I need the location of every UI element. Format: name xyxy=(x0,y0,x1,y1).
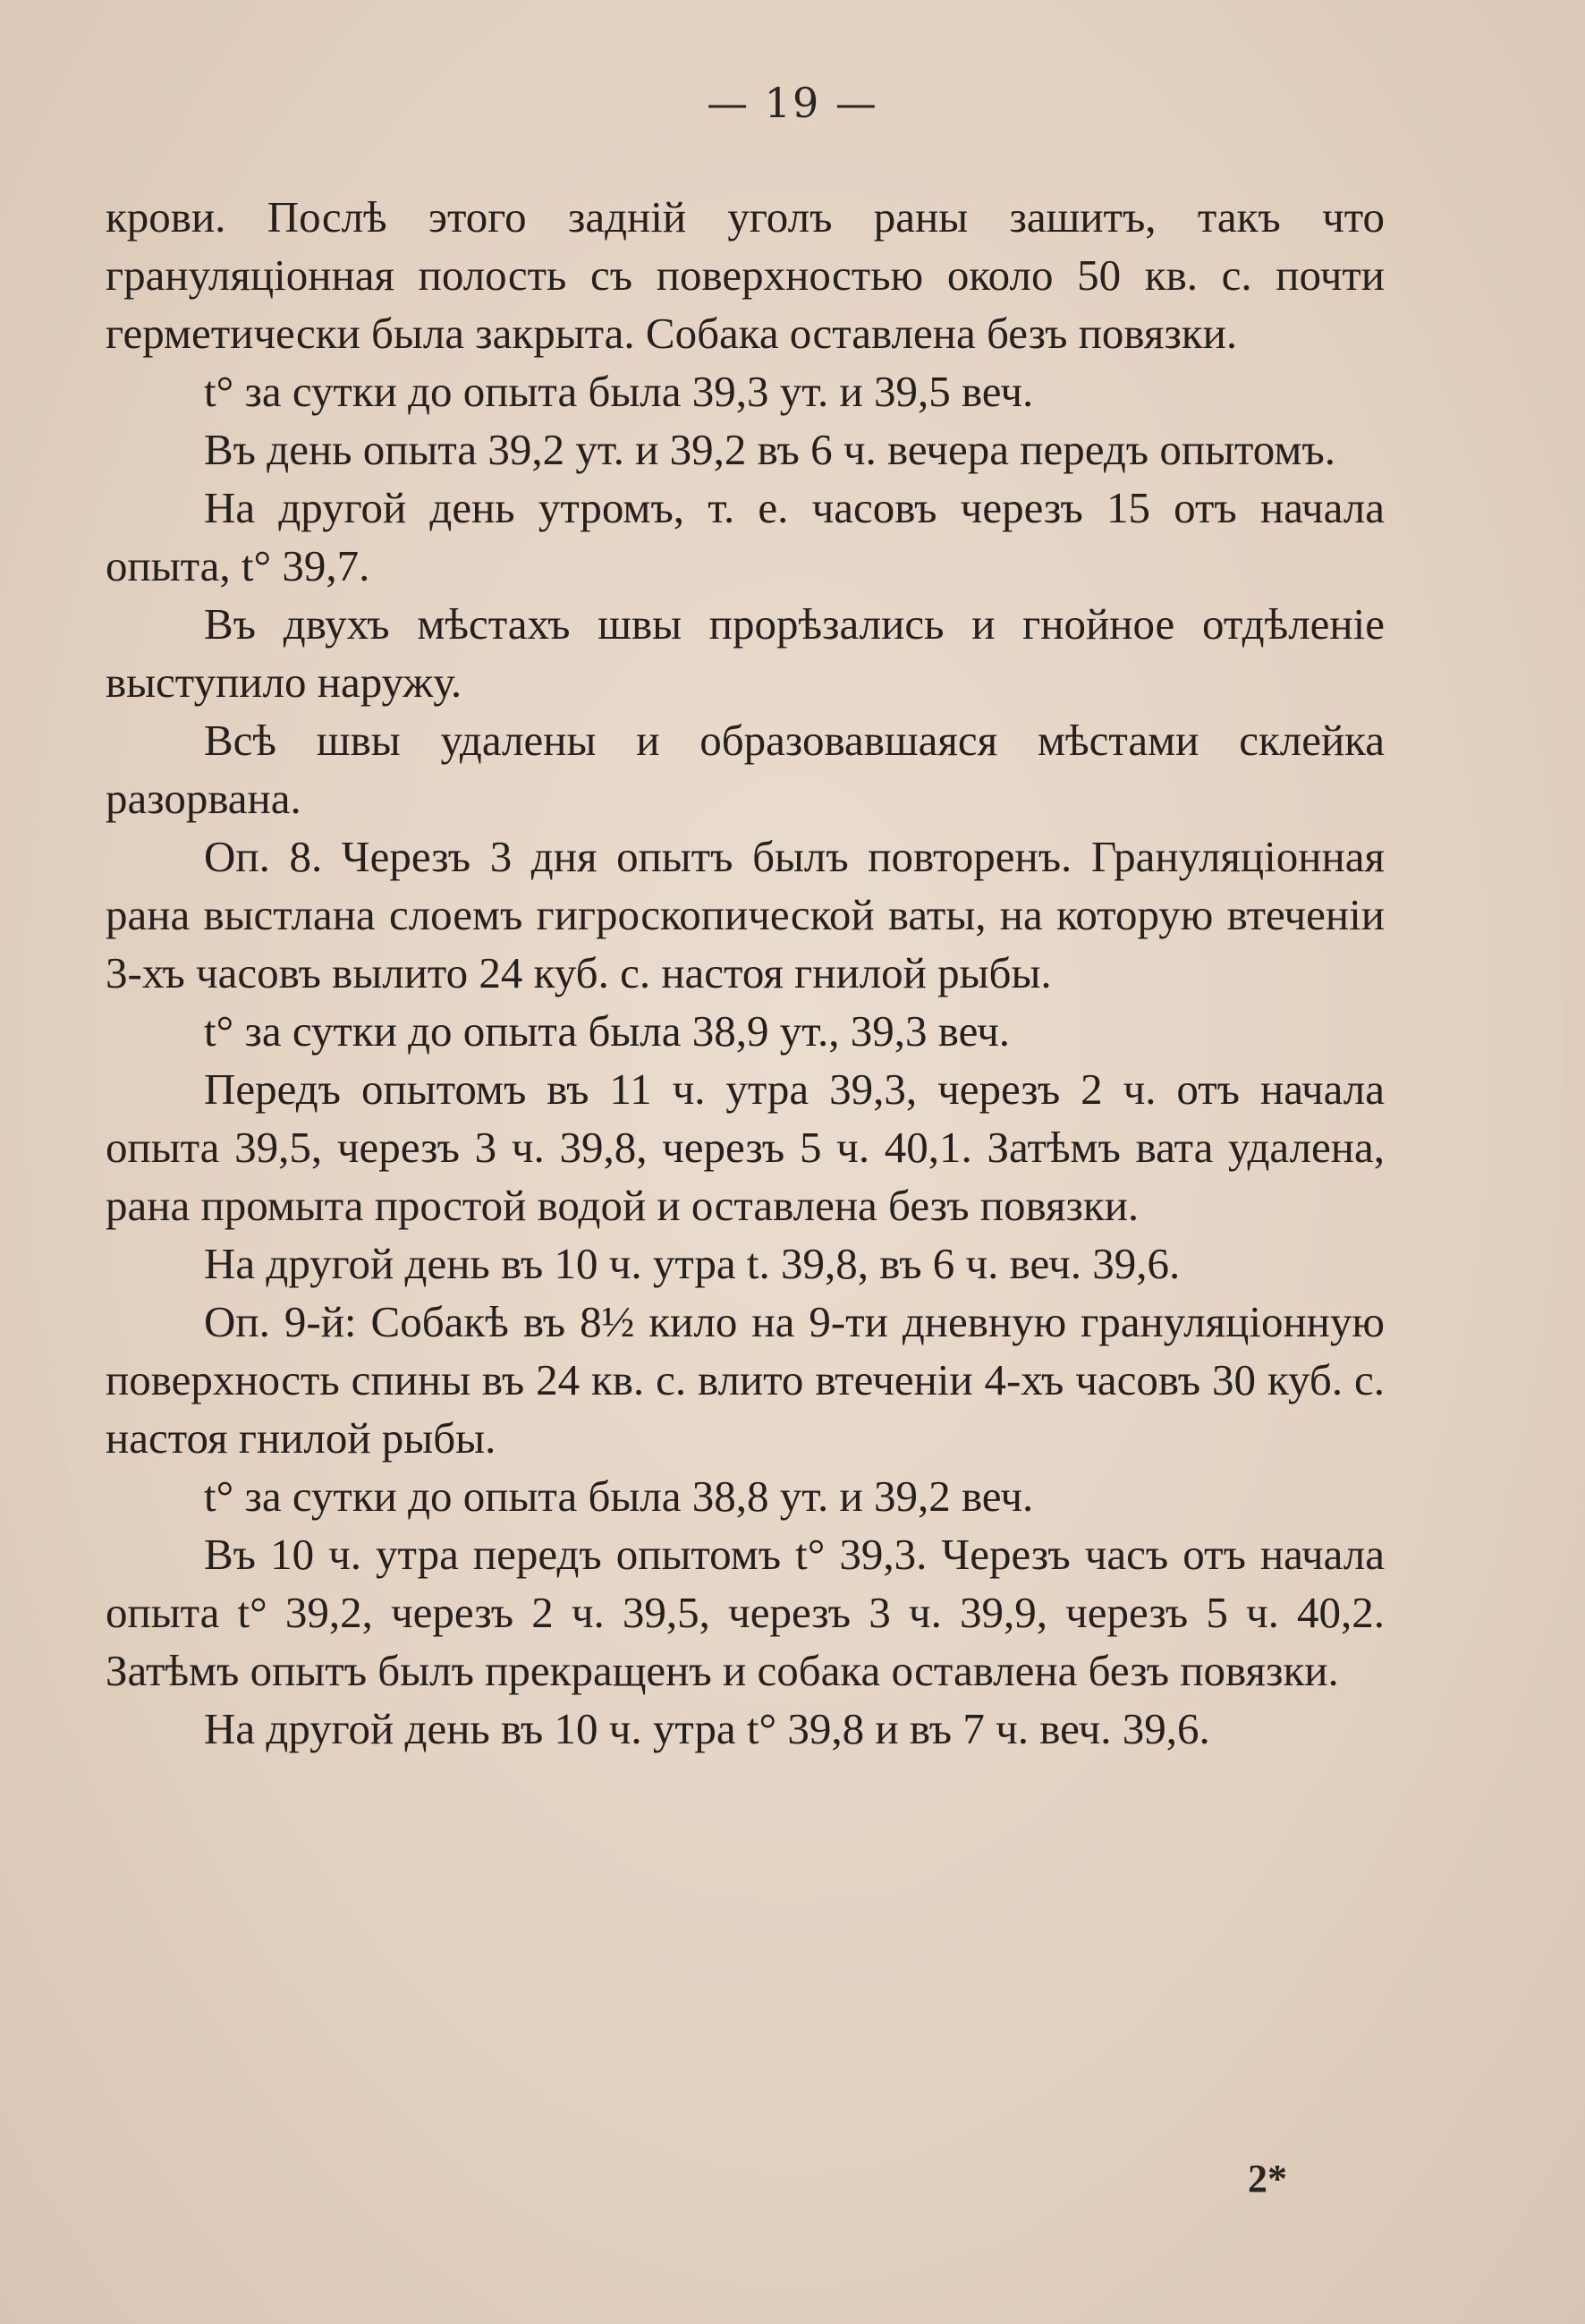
signature-mark: 2* xyxy=(1248,2157,1287,2201)
paragraph: t° за сутки до опыта была 38,8 ут. и 39,2 веч. xyxy=(204,1472,1034,1521)
paragraph: Передъ опытомъ въ 11 ч. утра 39,3, черезъ 2 ч. отъ начала опыта 39,5, черезъ 3 ч. 39,8, черезъ 5 ч. 40,1. Затѣмъ вата удалена, рана промыта простой водой и оставлена безъ повязки. xyxy=(106,1064,1385,1230)
paragraph: Въ день опыта 39,2 ут. и 39,2 въ 6 ч. вечера передъ опытомъ. xyxy=(204,425,1335,474)
paragraph: Въ двухъ мѣстахъ швы прорѣзались и гнойное отдѣленiе выступило наружу. xyxy=(106,599,1385,707)
paragraph: t° за сутки до опыта была 39,3 ут. и 39,5 веч. xyxy=(204,367,1034,416)
paragraph: Оп. 8. Черезъ 3 дня опытъ былъ повторенъ. Грануляцiонная рана выстлана слоемъ гигроскопической ваты, на которую втеченiи 3-хъ часовъ вылито 24 куб. с. настоя гнилой рыбы. xyxy=(106,832,1385,997)
body-text xyxy=(106,188,1385,1758)
paragraph: На другой день въ 10 ч. утра t° 39,8 и въ 7 ч. веч. 39,6. xyxy=(204,1704,1210,1753)
page-number: — 19 — xyxy=(707,79,878,127)
paragraph: Всѣ швы удалены и образовавшаяся мѣстами склейка разорвана. xyxy=(106,716,1385,823)
paragraph: На другой день въ 10 ч. утра t. 39,8, въ 6 ч. веч. 39,6. xyxy=(204,1239,1181,1288)
paragraph: крови. Послѣ этого заднiй уголъ раны зашитъ, такъ что грануляцiонная полость съ поверхностью около 50 кв. с. почти герметически была закрыта. Собака оставлена безъ повязки. xyxy=(106,192,1385,358)
paragraph: На другой день утромъ, т. е. часовъ черезъ 15 отъ начала опыта, t° 39,7. xyxy=(106,483,1385,590)
paragraph: t° за сутки до опыта была 38,9 ут., 39,3 веч. xyxy=(204,1006,1010,1056)
paragraph: Оп. 9-й: Собакѣ въ 8½ кило на 9-ти дневную грануляцiонную поверхность спины въ 24 кв. с. влито втеченiи 4-хъ часовъ 30 куб. с. настоя гнилой рыбы. xyxy=(106,1297,1385,1463)
paragraph: Въ 10 ч. утра передъ опытомъ t° 39,3. Черезъ часъ отъ начала опыта t° 39,2, черезъ 2 ч. 39,5, черезъ 3 ч. 39,9, черезъ 5 ч. 40,2. Затѣмъ опытъ былъ прекращенъ и собака оставлена безъ повязки. xyxy=(106,1530,1385,1695)
